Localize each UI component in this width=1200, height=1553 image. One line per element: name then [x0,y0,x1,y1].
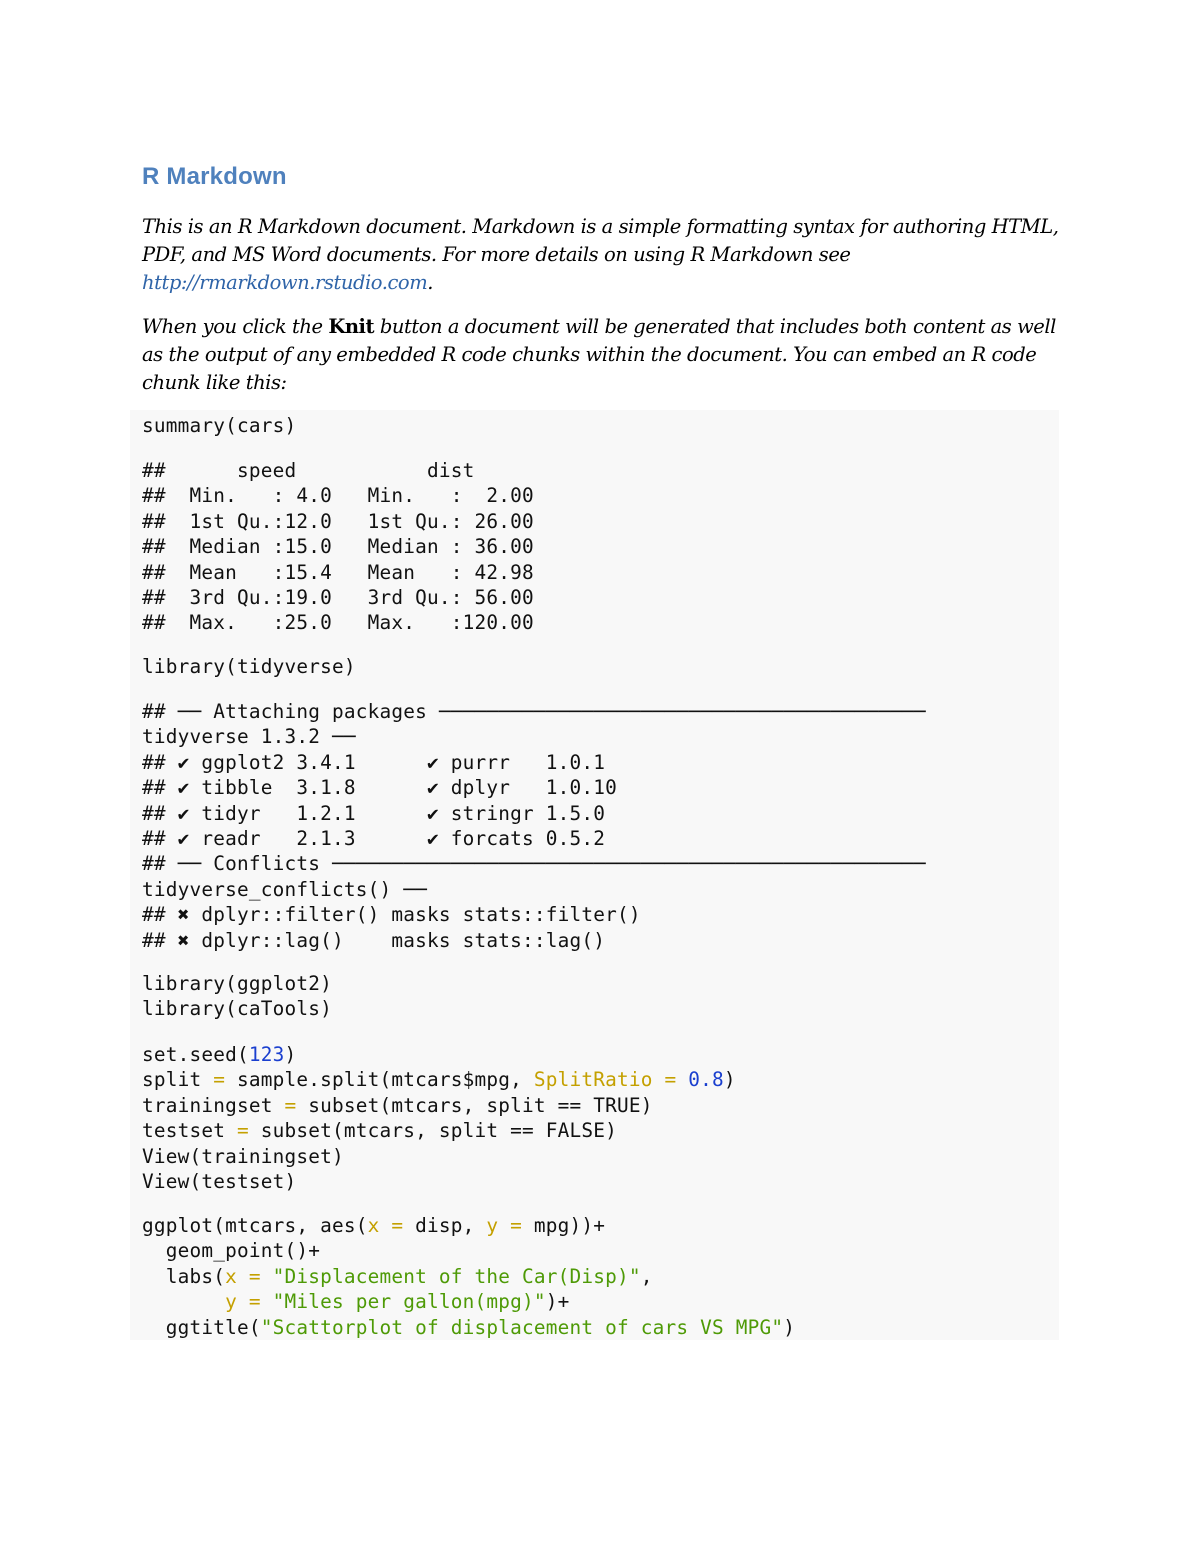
code-line: library(caTools) [142,997,332,1021]
output-line: ## Min. : 4.0 Min. : 2.00 [142,484,558,508]
output-line: ## 3rd Qu.:19.0 3rd Qu.: 56.00 [142,585,558,609]
output-line: ## speed dist [142,459,558,482]
knit-paragraph [142,313,1062,397]
code-line: summary(cars) [142,414,297,437]
code-line-geom-point: geom_point()+ [142,1239,321,1263]
code-line-split: split = sample.split(mtcars$mpg, SplitRatio = 0.8) [142,1068,736,1092]
output-line: ## ✖ dplyr::filter() masks stats::filter() [142,903,641,927]
output-summary [142,458,558,636]
intro-text: This is an R Markdown document. Markdown is a simple formatting syntax for authoring HTML, PDF, and MS Word documents. For more details on using R Markdown see [142,215,1059,266]
code-line-labs: labs(x = "Displacement of the Car(Disp)", [142,1264,653,1288]
output-line: ## ✖ dplyr::lag() masks stats::lag() [142,928,606,952]
code-line: library(tidyverse) [142,655,356,678]
code-line-ggplot: ggplot(mtcars, aes(x = disp, y = mpg))+ [142,1214,606,1237]
code-line-labs-y: y = "Miles per gallon(mpg)")+ [225,1290,570,1314]
code-line-ggtitle: ggtitle("Scattorplot of displacement of cars VS MPG") [142,1315,796,1339]
output-line: ## 1st Qu.:12.0 1st Qu.: 26.00 [142,509,558,533]
output-line: ## ✔ tibble 3.1.8 ✔ dplyr 1.0.10 [142,776,617,800]
output-line: ## ✔ readr 2.1.3 ✔ forcats 0.5.2 [142,826,606,850]
code-chunk-library-tidyverse [142,654,356,679]
knit-text-after: button a document will be generated that includes both content as well as the output of any embedded R code chunks within the document. You can embed an R code chunk like this: [142,315,1056,394]
page-title: R Markdown [142,163,287,190]
knit-bold: Knit [328,315,375,338]
output-line: ## ✔ tidyr 1.2.1 ✔ stringr 1.5.0 [142,801,606,825]
code-line: library(ggplot2) [142,972,332,995]
knit-text-before: When you click the [142,315,329,338]
code-chunk-split [142,1042,736,1194]
intro-paragraph [142,213,1062,297]
output-line: ## Mean :15.4 Mean : 42.98 [142,560,558,584]
output-line: ## ✔ ggplot2 3.4.1 ✔ purrr 1.0.1 [142,750,606,774]
code-chunk-ggplot [142,1213,795,1340]
code-chunk-summary [142,413,296,438]
rmarkdown-link[interactable]: http://rmarkdown.rstudio.com [142,271,428,294]
output-line: ## ── Attaching packages ───────────────────────────────────────── [142,700,926,723]
code-chunk-libraries [142,971,332,1022]
intro-period: . [427,271,434,294]
code-line-trainingset: trainingset = subset(mtcars, split == TRUE) [142,1093,653,1117]
code-line-view-test: View(testset) [142,1169,297,1193]
code-line-view-train: View(trainingset) [142,1144,344,1168]
output-line: ## Median :15.0 Median : 36.00 [142,535,558,559]
code-line-seed: set.seed(123) [142,1043,297,1066]
output-line: tidyverse 1.3.2 ── [142,725,356,749]
output-line: ## ── Conflicts ────────────────────────────────────────────────── [142,852,926,876]
code-line-testset: testset = subset(mtcars, split == FALSE) [142,1119,617,1143]
output-line: ## Max. :25.0 Max. :120.00 [142,611,558,635]
output-tidyverse [142,699,926,953]
output-line: tidyverse_conflicts() ── [142,877,427,901]
